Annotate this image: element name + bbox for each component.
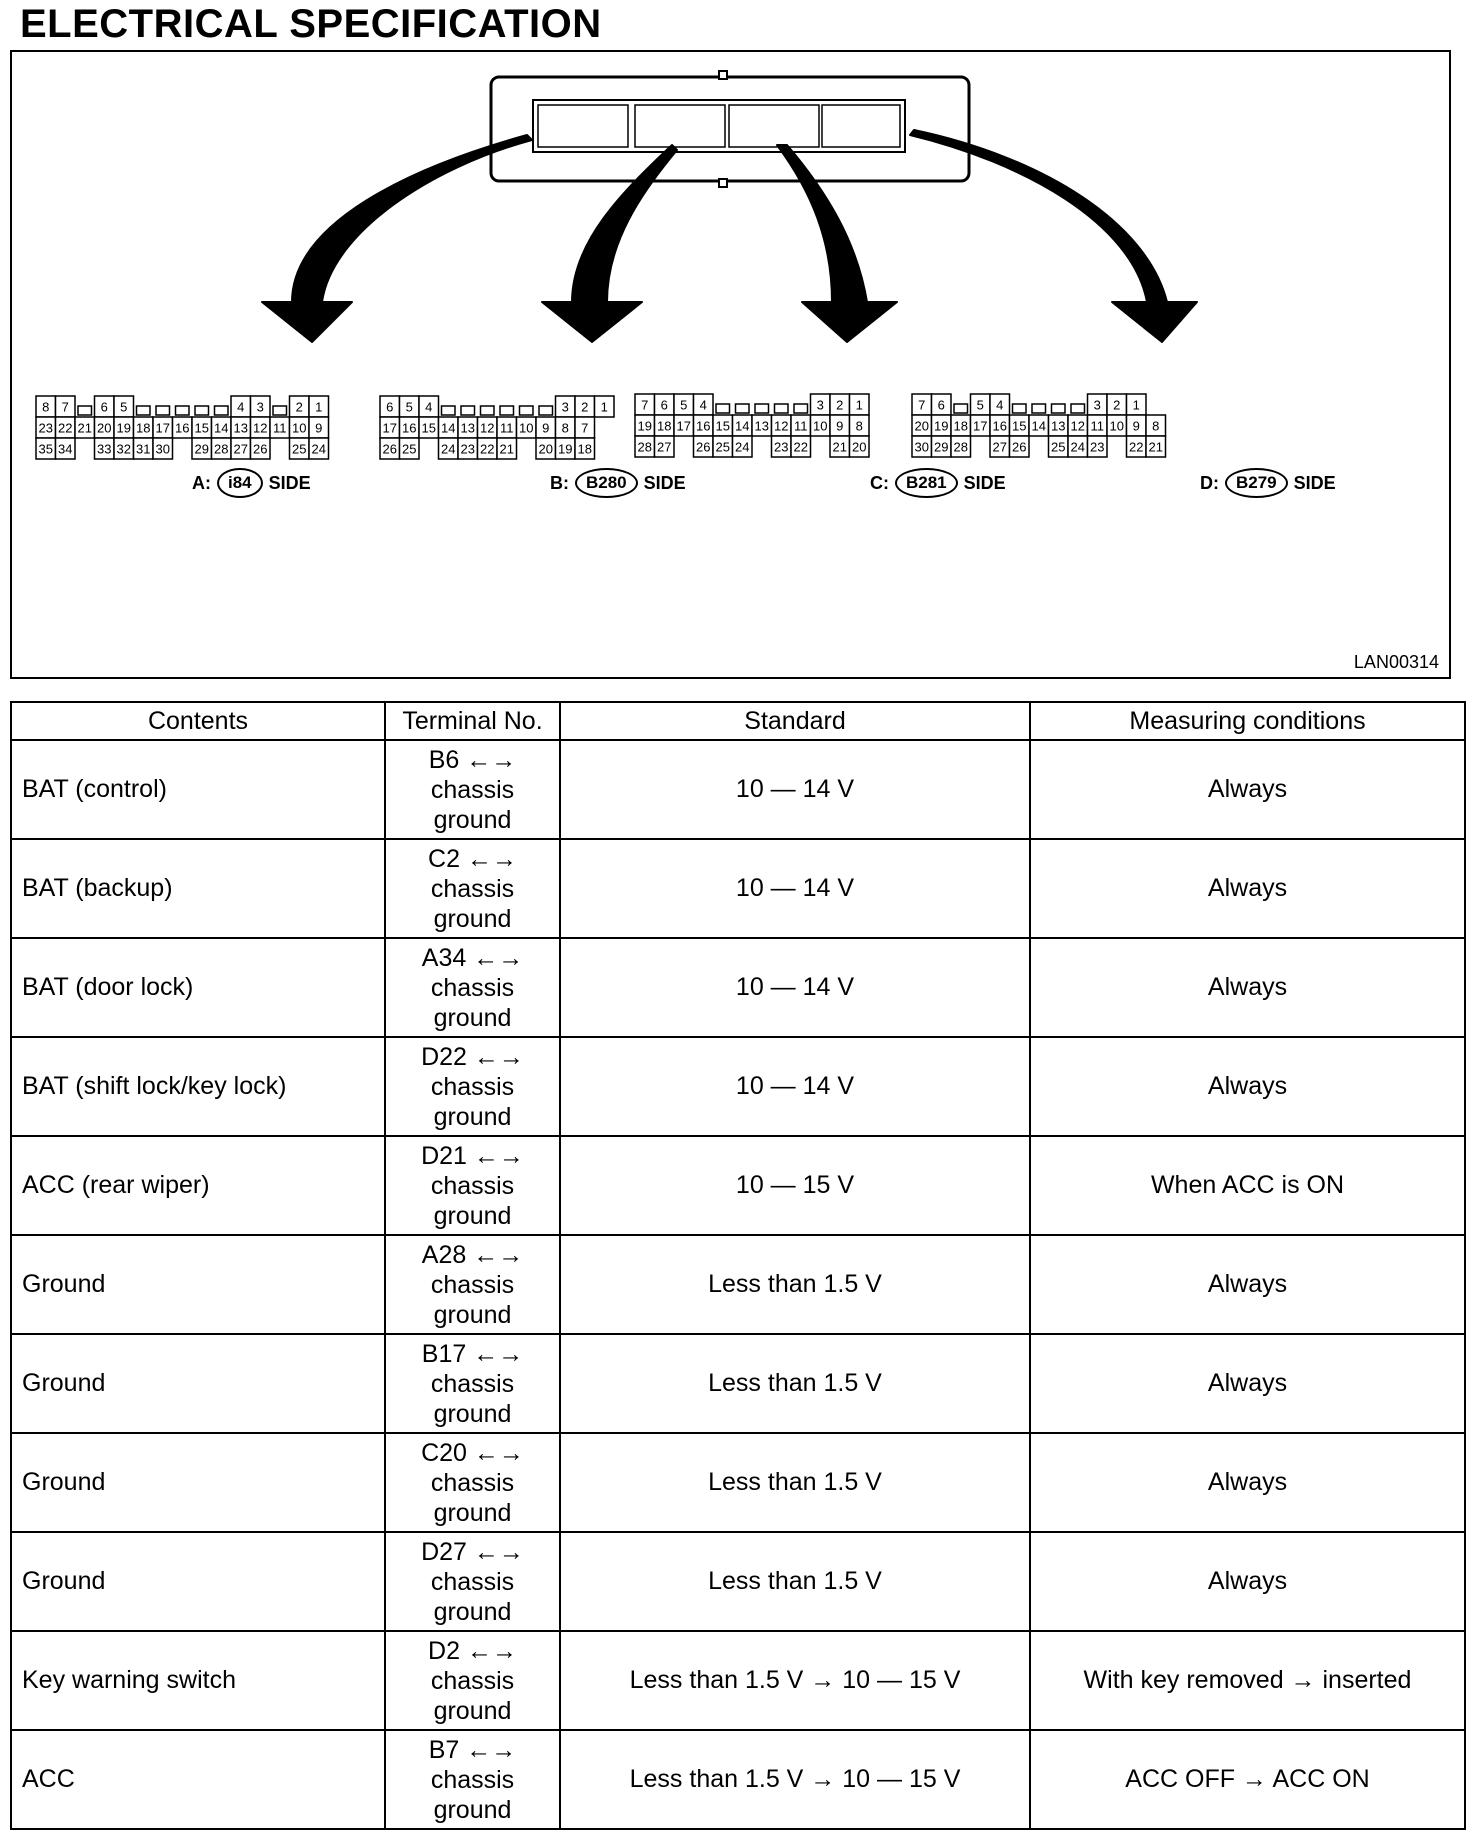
pin-key-notch [1032, 404, 1046, 413]
pin-number: 25 [1051, 439, 1066, 455]
cell-standard: 10 — 14 V [560, 740, 1030, 839]
pin-number: 8 [855, 418, 863, 434]
pin-number: 4 [996, 397, 1004, 413]
pin-number: 19 [934, 418, 949, 434]
pin-number: 17 [973, 418, 988, 434]
pin-number: 30 [155, 441, 170, 457]
terminal-pin: D27 ←→ [421, 1537, 524, 1566]
cell-standard: 10 — 14 V [560, 839, 1030, 938]
pin-number: 23 [1090, 439, 1105, 455]
pin-key-notch [539, 406, 553, 415]
pin-number: 13 [1051, 418, 1066, 434]
connector-b-prefix: B: [550, 472, 569, 493]
pin-number: 20 [914, 418, 929, 434]
pin-number: 2 [295, 399, 303, 415]
terminal-pin: C20 ←→ [421, 1438, 524, 1467]
cell-contents: Key warning switch [11, 1631, 385, 1730]
cell-terminal [385, 839, 560, 938]
terminal-pin: B17 ←→ [421, 1339, 524, 1368]
terminal-ground: ground [433, 1597, 512, 1626]
header-contents: Contents [11, 702, 385, 740]
pin-number: 14 [441, 420, 456, 436]
header-conditions: Measuring conditions [1030, 702, 1465, 740]
pin-number: 28 [953, 439, 968, 455]
cell-contents: Ground [11, 1235, 385, 1334]
pin-number: 27 [657, 439, 672, 455]
terminal-chassis: chassis [430, 1171, 515, 1200]
pin-number: 18 [657, 418, 672, 434]
pin-number: 26 [253, 441, 268, 457]
cell-terminal [385, 1235, 560, 1334]
pin-number: 14 [1031, 418, 1046, 434]
pin-key-notch [78, 406, 92, 415]
pin-number: 1 [600, 399, 608, 415]
cell-contents: BAT (door lock) [11, 938, 385, 1037]
pin-key-notch [1013, 404, 1027, 413]
pin-key-notch [954, 404, 968, 413]
cell-conditions: Always [1030, 1037, 1465, 1136]
pin-key-notch [775, 404, 789, 413]
terminal-chassis: chassis [430, 1072, 515, 1101]
pin-number: 19 [637, 418, 652, 434]
cell-standard: Less than 1.5 V → 10 — 15 V [560, 1730, 1030, 1829]
pin-number: 21 [832, 439, 847, 455]
cell-contents: Ground [11, 1532, 385, 1631]
cell-terminal [385, 740, 560, 839]
pin-number: 12 [480, 420, 495, 436]
pin-key-notch [755, 404, 769, 413]
terminal-chassis: chassis [430, 775, 515, 804]
terminal-pin: B7 ←→ [428, 1735, 517, 1764]
table-row [11, 1037, 1465, 1136]
connector-d-prefix: D: [1200, 472, 1219, 493]
terminal-chassis: chassis [430, 1666, 515, 1695]
cell-conditions: Always [1030, 839, 1465, 938]
terminal-chassis: chassis [430, 1567, 515, 1596]
cell-terminal [385, 1532, 560, 1631]
pin-key-notch [716, 404, 730, 413]
table-row [11, 1433, 1465, 1532]
pin-key-notch [1071, 404, 1085, 413]
pin-number: 5 [976, 397, 984, 413]
pin-number: 20 [538, 441, 553, 457]
connector-c-suffix: SIDE [963, 472, 1006, 493]
connector-b-suffix: SIDE [643, 472, 686, 493]
pin-number: 5 [120, 399, 128, 415]
pin-number: 32 [116, 441, 131, 457]
terminal-chassis: chassis [430, 1765, 515, 1794]
header-terminal: Terminal No. [385, 702, 560, 740]
pin-key-notch [195, 406, 209, 415]
pin-number: 2 [1113, 397, 1121, 413]
pin-number: 20 [97, 420, 112, 436]
pin-number: 5 [405, 399, 413, 415]
pin-number: 22 [793, 439, 808, 455]
pin-number: 31 [136, 441, 151, 457]
table-row [11, 938, 1465, 1037]
pin-number: 17 [382, 420, 397, 436]
pin-number: 7 [581, 420, 589, 436]
pin-number: 4 [699, 397, 707, 413]
table-row [11, 1136, 1465, 1235]
pin-number: 8 [561, 420, 569, 436]
pin-number: 1 [1132, 397, 1140, 413]
cell-conditions: Always [1030, 740, 1465, 839]
pin-number: 29 [934, 439, 949, 455]
cell-contents: BAT (backup) [11, 839, 385, 938]
table-row [11, 1235, 1465, 1334]
pin-number: 35 [38, 441, 53, 457]
cell-conditions: Always [1030, 1532, 1465, 1631]
pin-key-notch [461, 406, 475, 415]
cell-standard: 10 — 14 V [560, 1037, 1030, 1136]
pin-number: 2 [836, 397, 844, 413]
pin-number: 15 [194, 420, 209, 436]
pin-number: 1 [855, 397, 863, 413]
pin-number: 14 [735, 418, 750, 434]
pin-number: 4 [425, 399, 433, 415]
control-unit-tab-bottom [719, 179, 727, 187]
connector-b-label [550, 468, 686, 498]
pin-number: 28 [637, 439, 652, 455]
cell-conditions: Always [1030, 1334, 1465, 1433]
pin-key-notch [481, 406, 495, 415]
connector-a-label [192, 468, 311, 498]
pin-key-notch [215, 406, 229, 415]
pin-number: 16 [696, 418, 711, 434]
pin-number: 19 [558, 441, 573, 457]
cell-contents: ACC [11, 1730, 385, 1829]
cell-terminal [385, 1334, 560, 1433]
terminal-chassis: chassis [430, 874, 515, 903]
table-row [11, 1334, 1465, 1433]
pin-number: 3 [561, 399, 569, 415]
pin-number: 5 [680, 397, 688, 413]
terminal-pin: A34 ←→ [421, 943, 524, 972]
terminal-chassis: chassis [430, 1468, 515, 1497]
cell-standard: Less than 1.5 V → 10 — 15 V [560, 1631, 1030, 1730]
terminal-ground: ground [433, 904, 512, 933]
pin-number: 19 [116, 420, 131, 436]
cell-standard: Less than 1.5 V [560, 1334, 1030, 1433]
pin-number: 16 [992, 418, 1007, 434]
pin-number: 24 [735, 439, 750, 455]
terminal-ground: ground [433, 1498, 512, 1527]
pin-number: 10 [292, 420, 307, 436]
pin-number: 3 [816, 397, 824, 413]
pin-number: 33 [97, 441, 112, 457]
cell-standard: 10 — 14 V [560, 938, 1030, 1037]
spec-table [10, 701, 1466, 1830]
figure-id: LAN00314 [1353, 652, 1439, 672]
cell-conditions: ACC OFF → ACC ON [1030, 1730, 1465, 1829]
cell-contents: Ground [11, 1433, 385, 1532]
cell-terminal [385, 1730, 560, 1829]
pin-number: 28 [214, 441, 229, 457]
table-row [11, 740, 1465, 839]
connector-c-code: B281 [895, 468, 958, 498]
connector-c-label [870, 468, 1006, 498]
pin-number: 18 [136, 420, 151, 436]
pin-number: 6 [660, 397, 668, 413]
terminal-chassis: chassis [430, 1369, 515, 1398]
pin-number: 15 [715, 418, 730, 434]
connector-a-code: i84 [217, 468, 263, 498]
pin-number: 7 [61, 399, 69, 415]
pin-number: 21 [1148, 439, 1163, 455]
pin-number: 18 [577, 441, 592, 457]
table-header-row [11, 702, 1465, 740]
pin-number: 17 [676, 418, 691, 434]
cell-terminal [385, 1037, 560, 1136]
pin-number: 9 [1132, 418, 1140, 434]
cell-terminal [385, 1433, 560, 1532]
pin-number: 12 [253, 420, 268, 436]
connector-a-prefix: A: [192, 472, 211, 493]
cell-standard: Less than 1.5 V [560, 1235, 1030, 1334]
pin-number: 8 [42, 399, 50, 415]
pin-key-notch [137, 406, 151, 415]
pin-key-notch [273, 406, 287, 415]
pin-number: 24 [311, 441, 326, 457]
pin-grids [36, 394, 1166, 459]
pin-key-notch [442, 406, 456, 415]
header-standard: Standard [560, 702, 1030, 740]
cell-conditions: Always [1030, 1235, 1465, 1334]
pin-number: 9 [836, 418, 844, 434]
pin-number: 9 [542, 420, 550, 436]
pin-number: 18 [953, 418, 968, 434]
pin-number: 11 [1090, 418, 1104, 434]
terminal-pin: B6 ←→ [428, 745, 517, 774]
pin-number: 10 [519, 420, 534, 436]
pin-number: 13 [754, 418, 769, 434]
pin-number: 17 [155, 420, 170, 436]
terminal-ground: ground [433, 805, 512, 834]
terminal-pin: A28 ←→ [421, 1240, 524, 1269]
cell-terminal [385, 1631, 560, 1730]
pin-number: 25 [715, 439, 730, 455]
connector-d-label [1200, 468, 1336, 498]
pin-number: 27 [233, 441, 248, 457]
pin-number: 22 [480, 441, 495, 457]
connector-d-suffix: SIDE [1293, 472, 1336, 493]
pin-number: 15 [421, 420, 436, 436]
cell-standard: Less than 1.5 V [560, 1532, 1030, 1631]
cell-conditions: When ACC is ON [1030, 1136, 1465, 1235]
terminal-ground: ground [433, 1795, 512, 1824]
pin-number: 14 [214, 420, 229, 436]
cell-terminal [385, 938, 560, 1037]
pin-key-notch [156, 406, 170, 415]
cell-contents: BAT (shift lock/key lock) [11, 1037, 385, 1136]
connector-d-code: B279 [1225, 468, 1288, 498]
connector-diagram [10, 50, 1451, 679]
pin-number: 22 [1129, 439, 1144, 455]
connector-b-code: B280 [575, 468, 638, 498]
pin-number: 7 [641, 397, 649, 413]
pin-number: 12 [774, 418, 789, 434]
pin-number: 25 [402, 441, 417, 457]
pin-number: 1 [315, 399, 323, 415]
connector-a-suffix: SIDE [268, 472, 311, 493]
cell-conditions: Always [1030, 938, 1465, 1037]
terminal-ground: ground [433, 1003, 512, 1032]
pin-number: 24 [441, 441, 456, 457]
pin-number: 3 [256, 399, 264, 415]
control-unit-tab-top [719, 71, 727, 79]
pin-number: 25 [292, 441, 307, 457]
pin-number: 16 [402, 420, 417, 436]
pin-number: 15 [1012, 418, 1027, 434]
table-row [11, 1730, 1465, 1829]
pin-number: 6 [937, 397, 945, 413]
pin-key-notch [794, 404, 808, 413]
pin-number: 30 [914, 439, 929, 455]
table-row [11, 839, 1465, 938]
pin-number: 11 [500, 420, 514, 436]
terminal-pin: D22 ←→ [421, 1042, 524, 1071]
pin-number: 26 [1012, 439, 1027, 455]
pin-number: 11 [273, 420, 287, 436]
cell-standard: Less than 1.5 V [560, 1433, 1030, 1532]
terminal-ground: ground [433, 1300, 512, 1329]
pin-number: 24 [1070, 439, 1085, 455]
pin-number: 9 [315, 420, 323, 436]
connector-figure [12, 52, 1453, 681]
cell-conditions: With key removed → inserted [1030, 1631, 1465, 1730]
terminal-pin: D21 ←→ [421, 1141, 524, 1170]
pin-key-notch [176, 406, 190, 415]
pin-key-notch [1052, 404, 1066, 413]
terminal-chassis: chassis [430, 1270, 515, 1299]
connector-c-prefix: C: [870, 472, 889, 493]
table-row [11, 1532, 1465, 1631]
terminal-pin: C2 ←→ [428, 844, 517, 873]
pin-number: 23 [38, 420, 53, 436]
pin-number: 23 [460, 441, 475, 457]
pin-number: 26 [382, 441, 397, 457]
terminal-ground: ground [433, 1696, 512, 1725]
terminal-chassis: chassis [430, 973, 515, 1002]
pin-number: 10 [813, 418, 828, 434]
pin-number: 20 [852, 439, 867, 455]
pin-number: 27 [992, 439, 1007, 455]
pin-number: 11 [794, 418, 808, 434]
pin-key-notch [500, 406, 514, 415]
table-body [11, 740, 1465, 1829]
pin-number: 21 [77, 420, 92, 436]
cell-contents: BAT (control) [11, 740, 385, 839]
pin-number: 26 [696, 439, 711, 455]
terminal-ground: ground [433, 1399, 512, 1428]
pin-number: 6 [386, 399, 394, 415]
table-row [11, 1631, 1465, 1730]
control-unit-connector-frame [533, 100, 905, 152]
pin-number: 16 [175, 420, 190, 436]
pin-number: 10 [1109, 418, 1124, 434]
pin-number: 12 [1070, 418, 1085, 434]
cell-standard: 10 — 15 V [560, 1136, 1030, 1235]
pin-number: 21 [499, 441, 514, 457]
pin-number: 8 [1152, 418, 1160, 434]
terminal-pin: D2 ←→ [428, 1636, 517, 1665]
pin-number: 6 [100, 399, 108, 415]
pin-number: 29 [194, 441, 209, 457]
terminal-ground: ground [433, 1201, 512, 1230]
pin-number: 7 [918, 397, 926, 413]
page-title: ELECTRICAL SPECIFICATION [20, 2, 602, 46]
cell-contents: ACC (rear wiper) [11, 1136, 385, 1235]
pin-number: 2 [581, 399, 589, 415]
cell-terminal [385, 1136, 560, 1235]
terminal-ground: ground [433, 1102, 512, 1131]
pin-key-notch [736, 404, 750, 413]
pin-number: 4 [237, 399, 245, 415]
pin-number: 23 [774, 439, 789, 455]
pin-number: 22 [58, 420, 73, 436]
pin-number: 13 [460, 420, 475, 436]
pin-key-notch [520, 406, 534, 415]
pin-number: 34 [58, 441, 73, 457]
pin-number: 3 [1093, 397, 1101, 413]
pin-number: 13 [233, 420, 248, 436]
cell-conditions: Always [1030, 1433, 1465, 1532]
cell-contents: Ground [11, 1334, 385, 1433]
